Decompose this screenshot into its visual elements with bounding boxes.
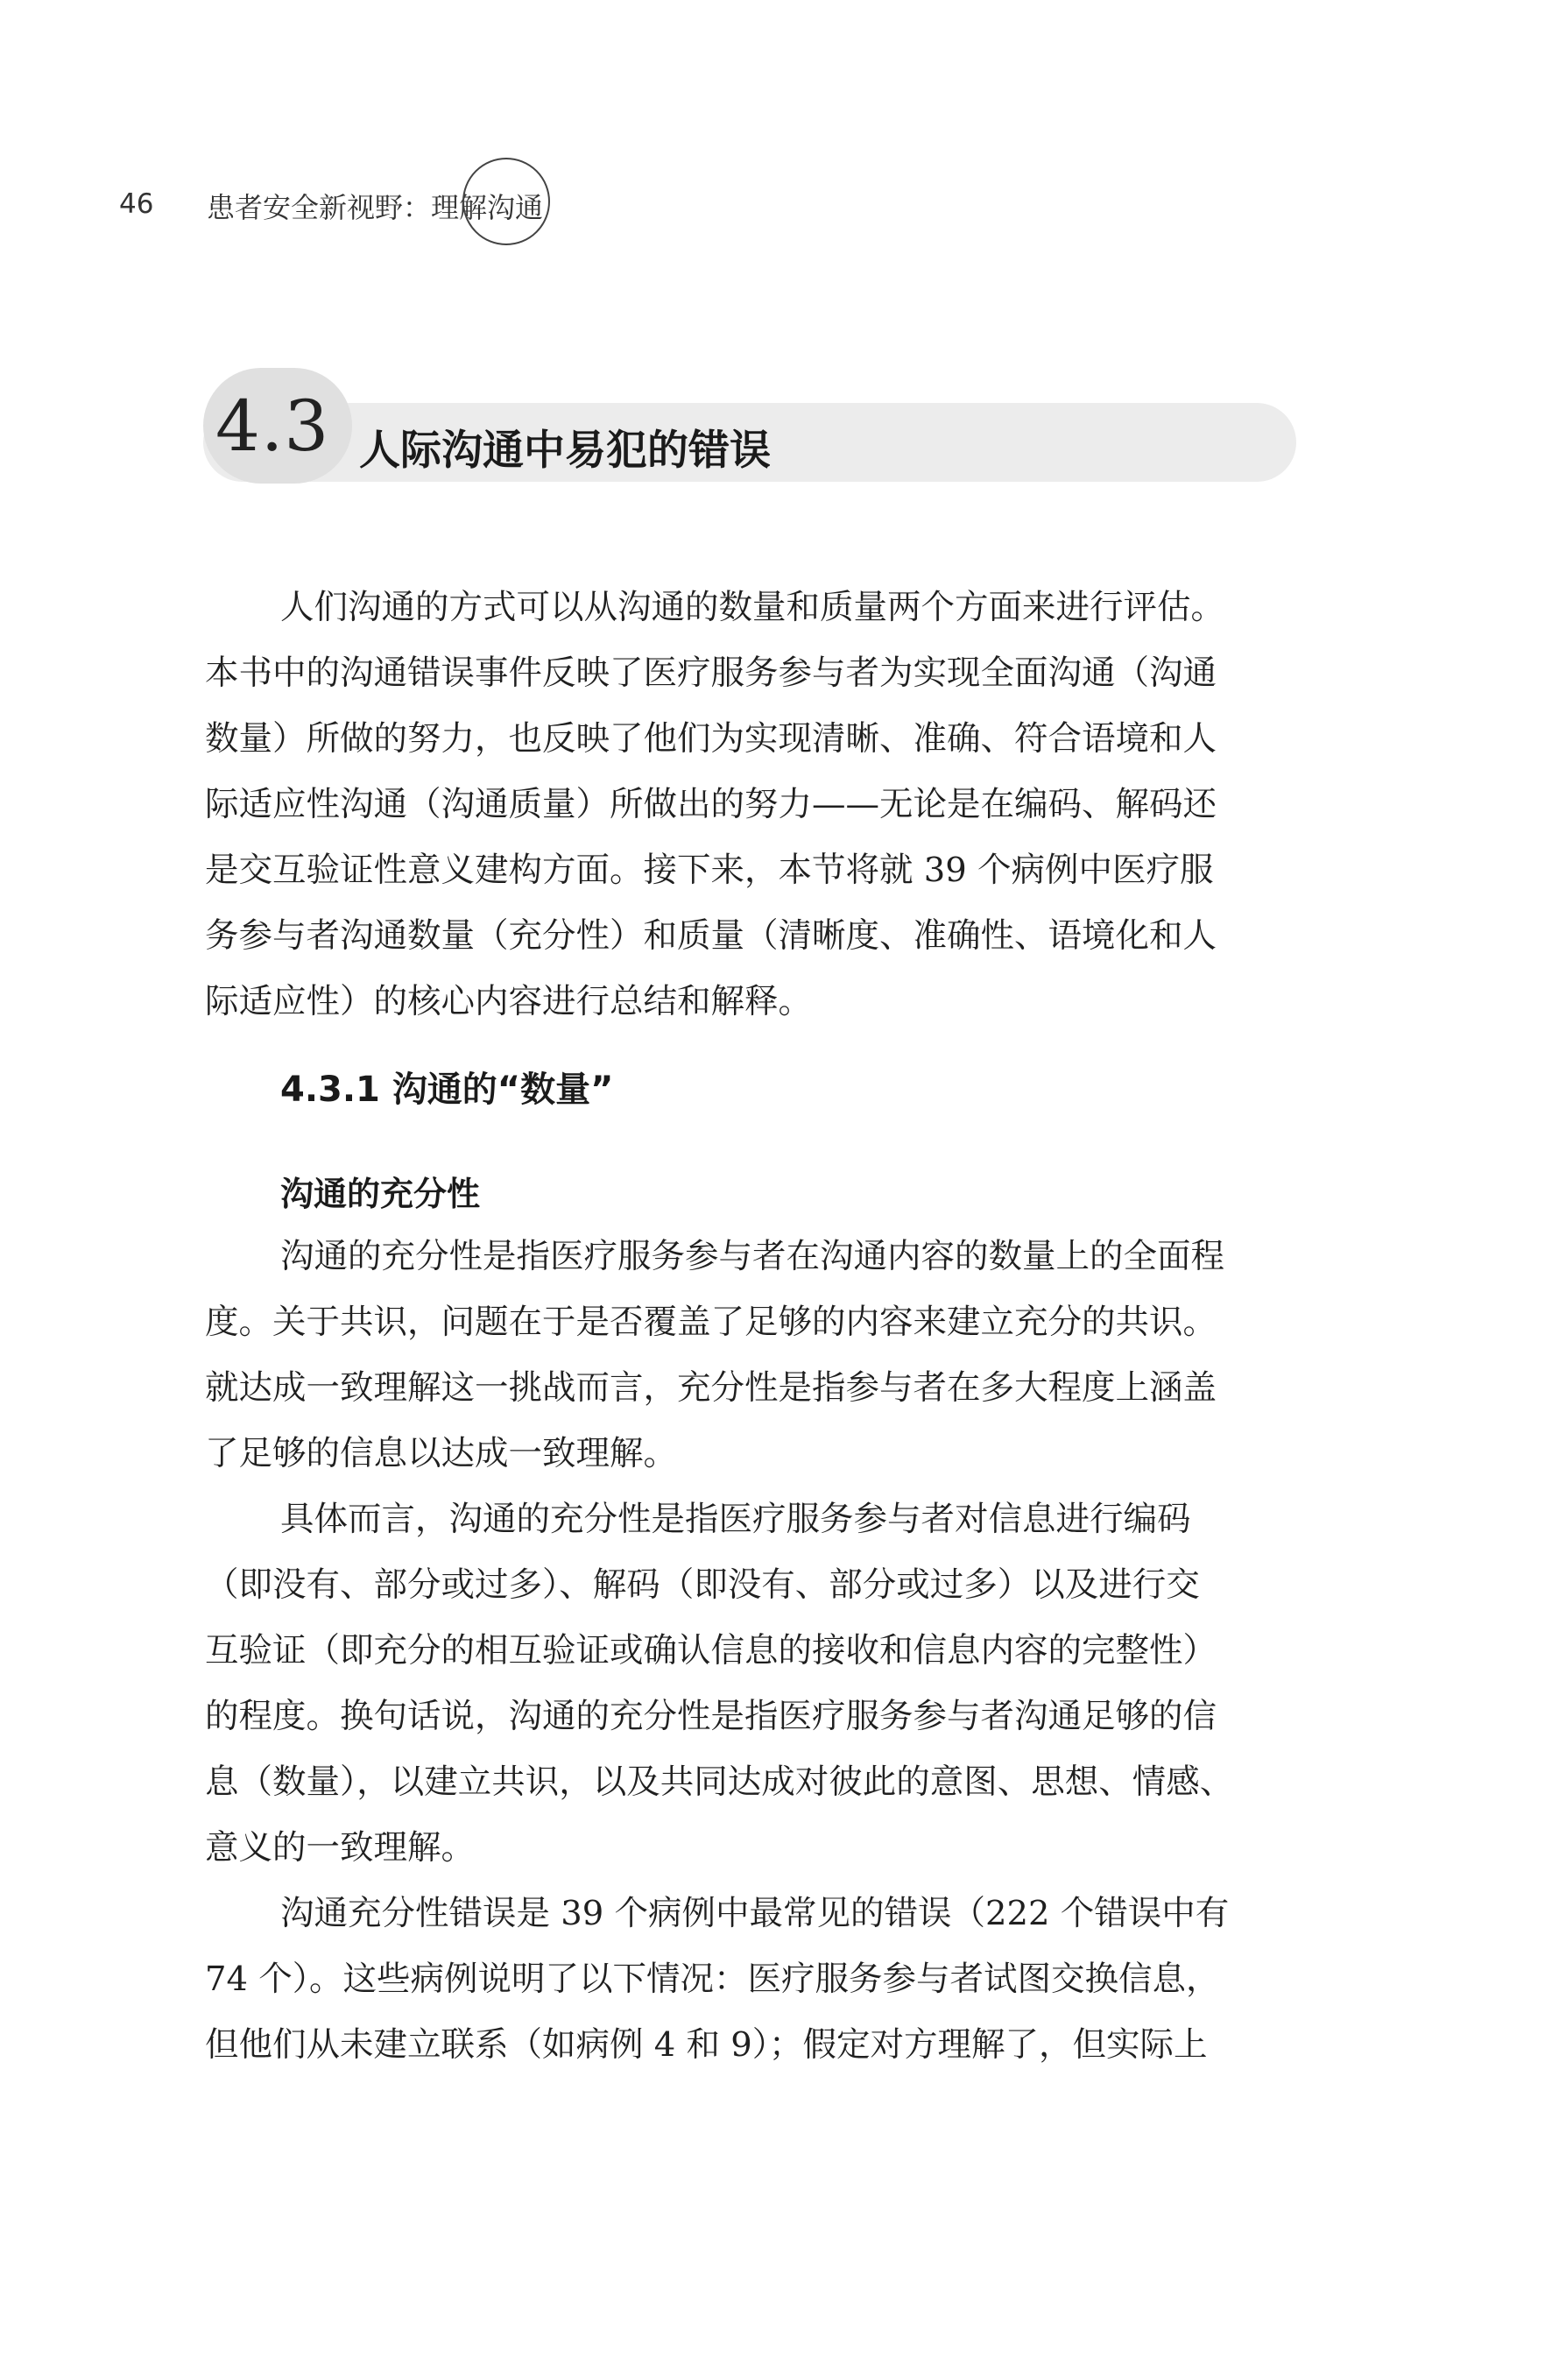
intro-paragraph <box>205 575 1298 1035</box>
text-line: 沟通的充分性是指医疗服务参与者在沟通内容的数量上的全面程 <box>280 1237 1225 1276</box>
text-line: 务参与者沟通数量（充分性）和质量（清晰度、准确性、语境化和人 <box>205 916 1217 956</box>
text-line: 沟通充分性错误是 39 个病例中最常见的错误（222 个错误中有 <box>280 1894 1230 1933</box>
text-line: 但他们从未建立联系（如病例 4 和 9）；假定对方理解了，但实际上 <box>205 2025 1208 2065</box>
text-line: 74 个）。这些病例说明了以下情况：医疗服务参与者试图交换信息， <box>205 1960 1220 1999</box>
text-line: 就达成一致理解这一挑战而言，充分性是指参与者在多大程度上涵盖 <box>205 1368 1217 1408</box>
text-line: 是交互验证性意义建构方面。接下来，本节将就 39 个病例中医疗服 <box>205 851 1214 890</box>
text-line: 意义的一致理解。 <box>205 1828 476 1868</box>
page-number: 46 <box>119 188 154 220</box>
book-title: 患者安全新视野：理解沟通 <box>207 191 544 224</box>
text-line: 人们沟通的方式可以从沟通的数量和质量两个方面来进行评估。 <box>280 588 1225 627</box>
text-line: 度。关于共识，问题在于是否覆盖了足够的内容来建立充分的共识。 <box>205 1303 1217 1342</box>
text-line: 际适应性）的核心内容进行总结和解释。 <box>205 982 813 1021</box>
text-line: 了足够的信息以达成一致理解。 <box>205 1434 678 1473</box>
section-title: 人际沟通中易犯的错误 <box>359 427 771 475</box>
subsection-heading: 4.3.1 沟通的“数量” <box>280 1070 614 1110</box>
text-line: 本书中的沟通错误事件反映了医疗服务参与者为实现全面沟通（沟通 <box>205 653 1217 693</box>
subhead: 沟通的充分性 <box>280 1175 481 1213</box>
running-head <box>0 0 1552 263</box>
text-line: （即没有、部分或过多）、解码（即没有、部分或过多）以及进行交 <box>205 1565 1200 1605</box>
text-line: 具体而言，沟通的充分性是指医疗服务参与者对信息进行编码 <box>280 1500 1191 1539</box>
text-line: 息（数量），以建立共识，以及共同达成对彼此的意图、思想、情感、 <box>205 1762 1234 1802</box>
paragraph-1 <box>205 1224 1298 1487</box>
section-number: 4.3 <box>215 385 330 467</box>
decorative-circle <box>462 158 550 245</box>
text-line: 的程度。换句话说，沟通的充分性是指医疗服务参与者沟通足够的信 <box>205 1697 1217 1736</box>
paragraph-3 <box>205 1881 1298 2078</box>
text-line: 数量）所做的努力，也反映了他们为实现清晰、准确、符合语境和人 <box>205 719 1217 759</box>
text-line: 际适应性沟通（沟通质量）所做出的努力——无论是在编码、解码还 <box>205 785 1217 824</box>
text-line: 互验证（即充分的相互验证或确认信息的接收和信息内容的完整性） <box>205 1631 1217 1670</box>
paragraph-2 <box>205 1487 1298 1881</box>
